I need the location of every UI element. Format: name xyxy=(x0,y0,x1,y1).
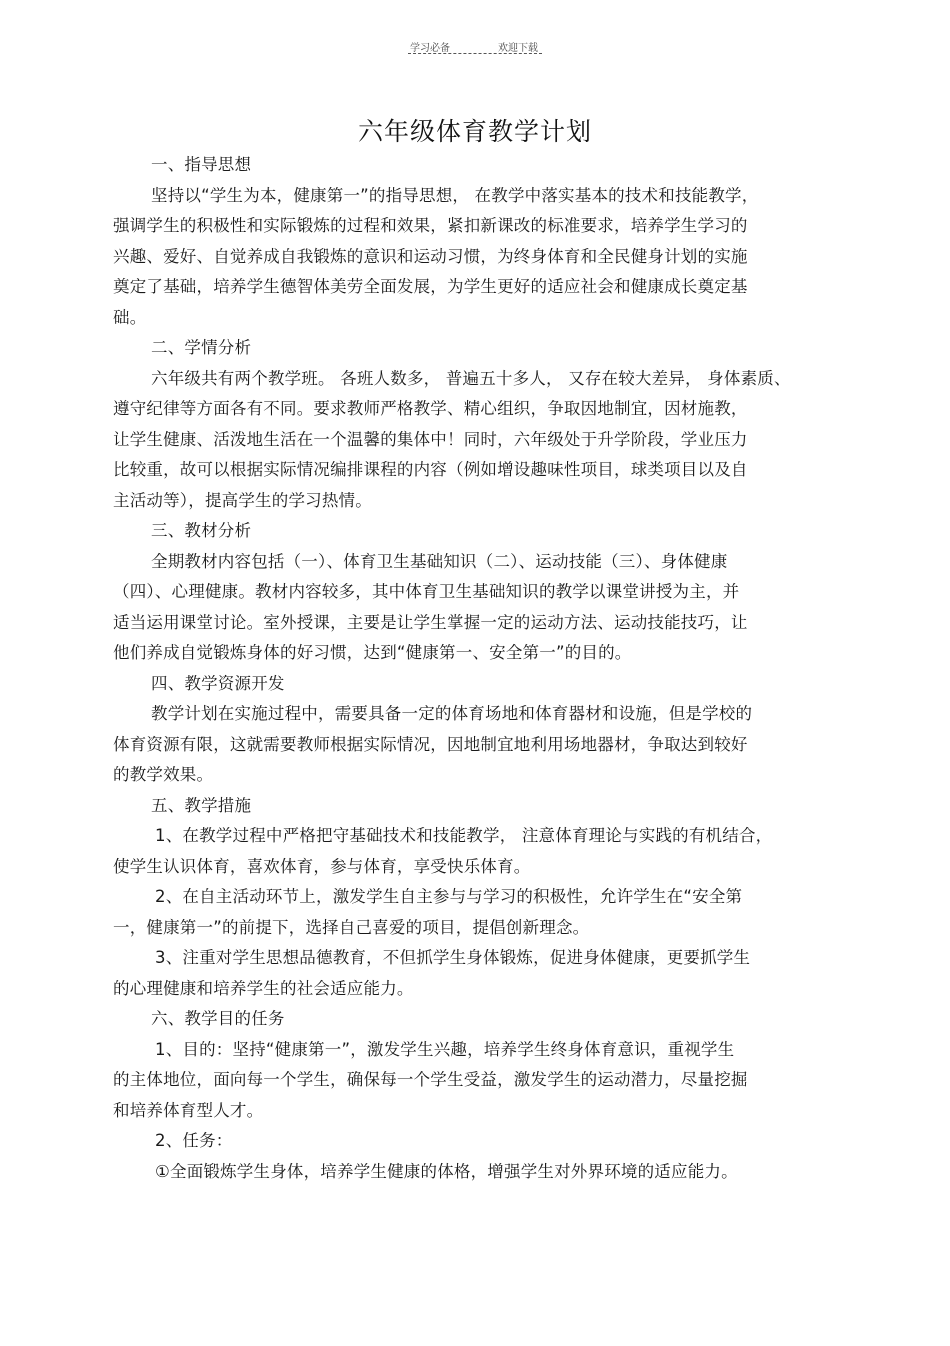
paragraph-line: 体育资源有限，这就需要教师根据实际情况，因地制宜地利用场地器材，争取达到较好 xyxy=(113,734,748,754)
section-heading: 五、教学措施 xyxy=(151,795,252,815)
paragraph-line: 全期教材内容包括（一）、体育卫生基础知识（二）、运动技能（三）、身体健康 xyxy=(151,551,728,571)
paragraph-line: 一，健康第一”的前提下，选择自己喜爱的项目，提倡创新理念。 xyxy=(113,917,590,937)
paragraph-line: 的主体地位，面向每一个学生，确保每一个学生受益，激发学生的运动潜力，尽量挖掘 xyxy=(113,1070,748,1089)
paragraph-line: 教学计划在实施过程中，需要具备一定的体育场地和体育器材和设施，但是学校的 xyxy=(151,704,753,723)
paragraph-line: 遵守纪律等方面各有不同。要求教师严格教学、精心组织，争取因地制宜，因材施教， xyxy=(113,399,748,418)
paragraph-line: 2、在自主活动环节上，激发学生自主参与与学习的积极性，允许学生在“安全第 xyxy=(155,887,743,906)
section-heading: 四、教学资源开发 xyxy=(151,673,285,693)
section-heading: 三、教材分析 xyxy=(151,521,252,540)
paragraph-line: 坚持以“学生为本，健康第一”的指导思想， 在教学中落实基本的技术和技能教学， xyxy=(151,185,759,205)
section-heading: 一、指导思想 xyxy=(151,155,252,174)
paragraph-line: 1、在教学过程中严格把守基础技术和技能教学， 注意体育理论与实践的有机结合， xyxy=(155,826,773,845)
document-title: 六年级体育教学计划 xyxy=(357,117,592,146)
paragraph-line: ①全面锻炼学生身体，培养学生健康的体格，增强学生对外界环境的适应能力。 xyxy=(155,1161,738,1181)
paragraph-line: 兴趣、爱好、自觉养成自我锻炼的意识和运动习惯，为终身体育和全民健身计划的实施 xyxy=(113,246,748,266)
section-heading: 六、教学目的任务 xyxy=(151,1009,285,1028)
paragraph-line: 主活动等），提高学生的学习热情。 xyxy=(113,490,372,510)
paragraph-line: 和培养体育型人才。 xyxy=(113,1100,264,1120)
header-dashed-rule xyxy=(408,53,542,54)
header-right-text: 欢迎下载 xyxy=(498,43,538,54)
paragraph-line: 他们养成自觉锻炼身体的好习惯，达到“健康第一、安全第一”的目的。 xyxy=(113,643,632,662)
paragraph-line: 六年级共有两个教学班。 各班人数多， 普遍五十多人， 又存在较大差异， 身体素质、 xyxy=(151,368,791,388)
header-left-text: 学习必备 xyxy=(410,43,450,54)
paragraph-line: 让学生健康、活泼地生活在一个温馨的集体中！同时，六年级处于升学阶段，学业压力 xyxy=(113,429,748,449)
paragraph-line: 奠定了基础，培养学生德智体美劳全面发展，为学生更好的适应社会和健康成长奠定基 xyxy=(113,277,748,296)
document-body xyxy=(113,150,838,1187)
paragraph-line: 使学生认识体育，喜欢体育，参与体育，享受快乐体育。 xyxy=(113,856,531,876)
paragraph-line: 3、注重对学生思想品德教育，不但抓学生身体锻炼，促进身体健康，更要抓学生 xyxy=(155,948,751,967)
paragraph-line: 2、任务： xyxy=(155,1131,233,1150)
paragraph-line: 比较重，故可以根据实际情况编排课程的内容（例如增设趣味性项目，球类项目以及自 xyxy=(113,460,748,479)
paragraph-line: 础。 xyxy=(113,307,147,327)
paragraph-line: （四）、心理健康。教材内容较多，其中体育卫生基础知识的教学以课堂讲授为主，并 xyxy=(113,582,740,601)
paragraph-line: 1、目的：坚持“健康第一”，激发学生兴趣，培养学生终身体育意识，重视学生 xyxy=(155,1039,735,1059)
paragraph-line: 的教学效果。 xyxy=(113,765,214,784)
paragraph-line: 适当运用课堂讨论。室外授课，主要是让学生掌握一定的运动方法、运动技能技巧，让 xyxy=(113,612,748,632)
section-heading: 二、学情分析 xyxy=(151,338,252,357)
paragraph-line: 的心理健康和培养学生的社会适应能力。 xyxy=(113,978,414,998)
paragraph-line: 强调学生的积极性和实际锻炼的过程和效果，紧扣新课改的标准要求，培养学生学习的 xyxy=(113,216,748,235)
